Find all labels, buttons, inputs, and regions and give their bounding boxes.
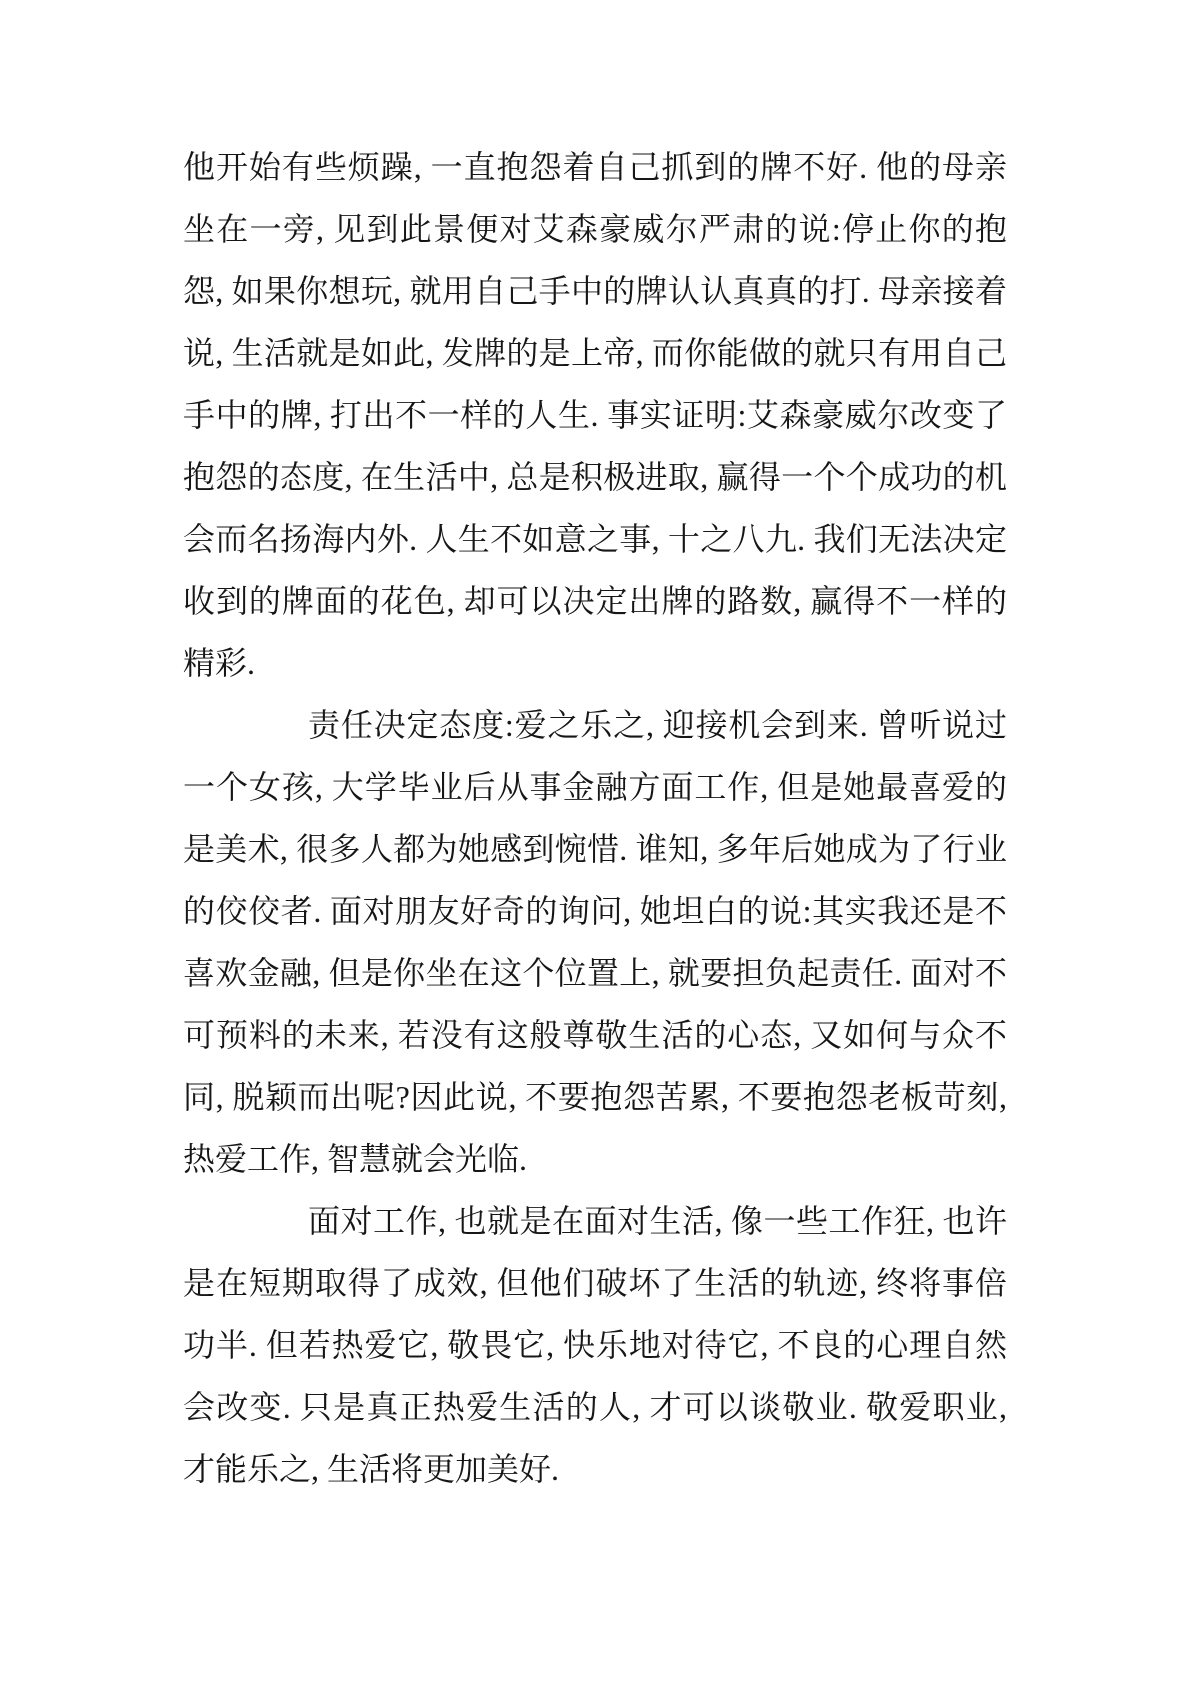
text-line: 手中的牌, 打出不一样的人生. 事实证明:艾森豪威尔改变了 (183, 397, 1007, 433)
paragraph-1 (183, 136, 1007, 694)
text-line: 可预料的未来, 若没有这般尊敬生活的心态, 又如何与众不 (183, 1017, 1007, 1053)
text-line: 是美术, 很多人都为她感到惋惜. 谁知, 多年后她成为了行业 (183, 831, 1007, 867)
text-line: 坐在一旁, 见到此景便对艾森豪威尔严肃的说:停止你的抱 (183, 211, 1007, 247)
text-line: 抱怨的态度, 在生活中, 总是积极进取, 赢得一个个成功的机 (183, 459, 1007, 495)
text-line: 同, 脱颖而出呢?因此说, 不要抱怨苦累, 不要抱怨老板苛刻, (183, 1079, 1007, 1115)
text-line: 面对工作, 也就是在面对生活, 像一些工作狂, 也许 (308, 1203, 1007, 1239)
text-line: 责任决定态度:爱之乐之, 迎接机会到来. 曾听说过 (308, 707, 1007, 743)
text-line: 怨, 如果你想玩, 就用自己手中的牌认认真真的打. 母亲接着 (183, 273, 1007, 309)
text-line: 说, 生活就是如此, 发牌的是上帝, 而你能做的就只有用自己 (183, 335, 1007, 371)
text-line: 喜欢金融, 但是你坐在这个位置上, 就要担负起责任. 面对不 (183, 955, 1007, 991)
text-line: 功半. 但若热爱它, 敬畏它, 快乐地对待它, 不良的心理自然 (183, 1327, 1007, 1363)
text-line: 会而名扬海内外. 人生不如意之事, 十之八九. 我们无法决定 (183, 521, 1007, 557)
text-line: 的佼佼者. 面对朋友好奇的询问, 她坦白的说:其实我还是不 (183, 893, 1007, 929)
paragraph-2 (183, 694, 1007, 1190)
document-text-body (183, 136, 1007, 1500)
text-line: 一个女孩, 大学毕业后从事金融方面工作, 但是她最喜爱的 (183, 769, 1007, 805)
paragraph-3 (183, 1190, 1007, 1500)
text-line: 他开始有些烦躁, 一直抱怨着自己抓到的牌不好. 他的母亲 (183, 149, 1007, 185)
text-line: 是在短期取得了成效, 但他们破坏了生活的轨迹, 终将事倍 (183, 1265, 1007, 1301)
text-line: 会改变. 只是真正热爱生活的人, 才可以谈敬业. 敬爱职业, (183, 1389, 1007, 1425)
text-line: 热爱工作, 智慧就会光临. (183, 1141, 528, 1177)
text-line: 精彩. (183, 645, 256, 681)
text-line: 才能乐之, 生活将更加美好. (183, 1451, 560, 1487)
text-line: 收到的牌面的花色, 却可以决定出牌的路数, 赢得不一样的 (183, 583, 1007, 619)
